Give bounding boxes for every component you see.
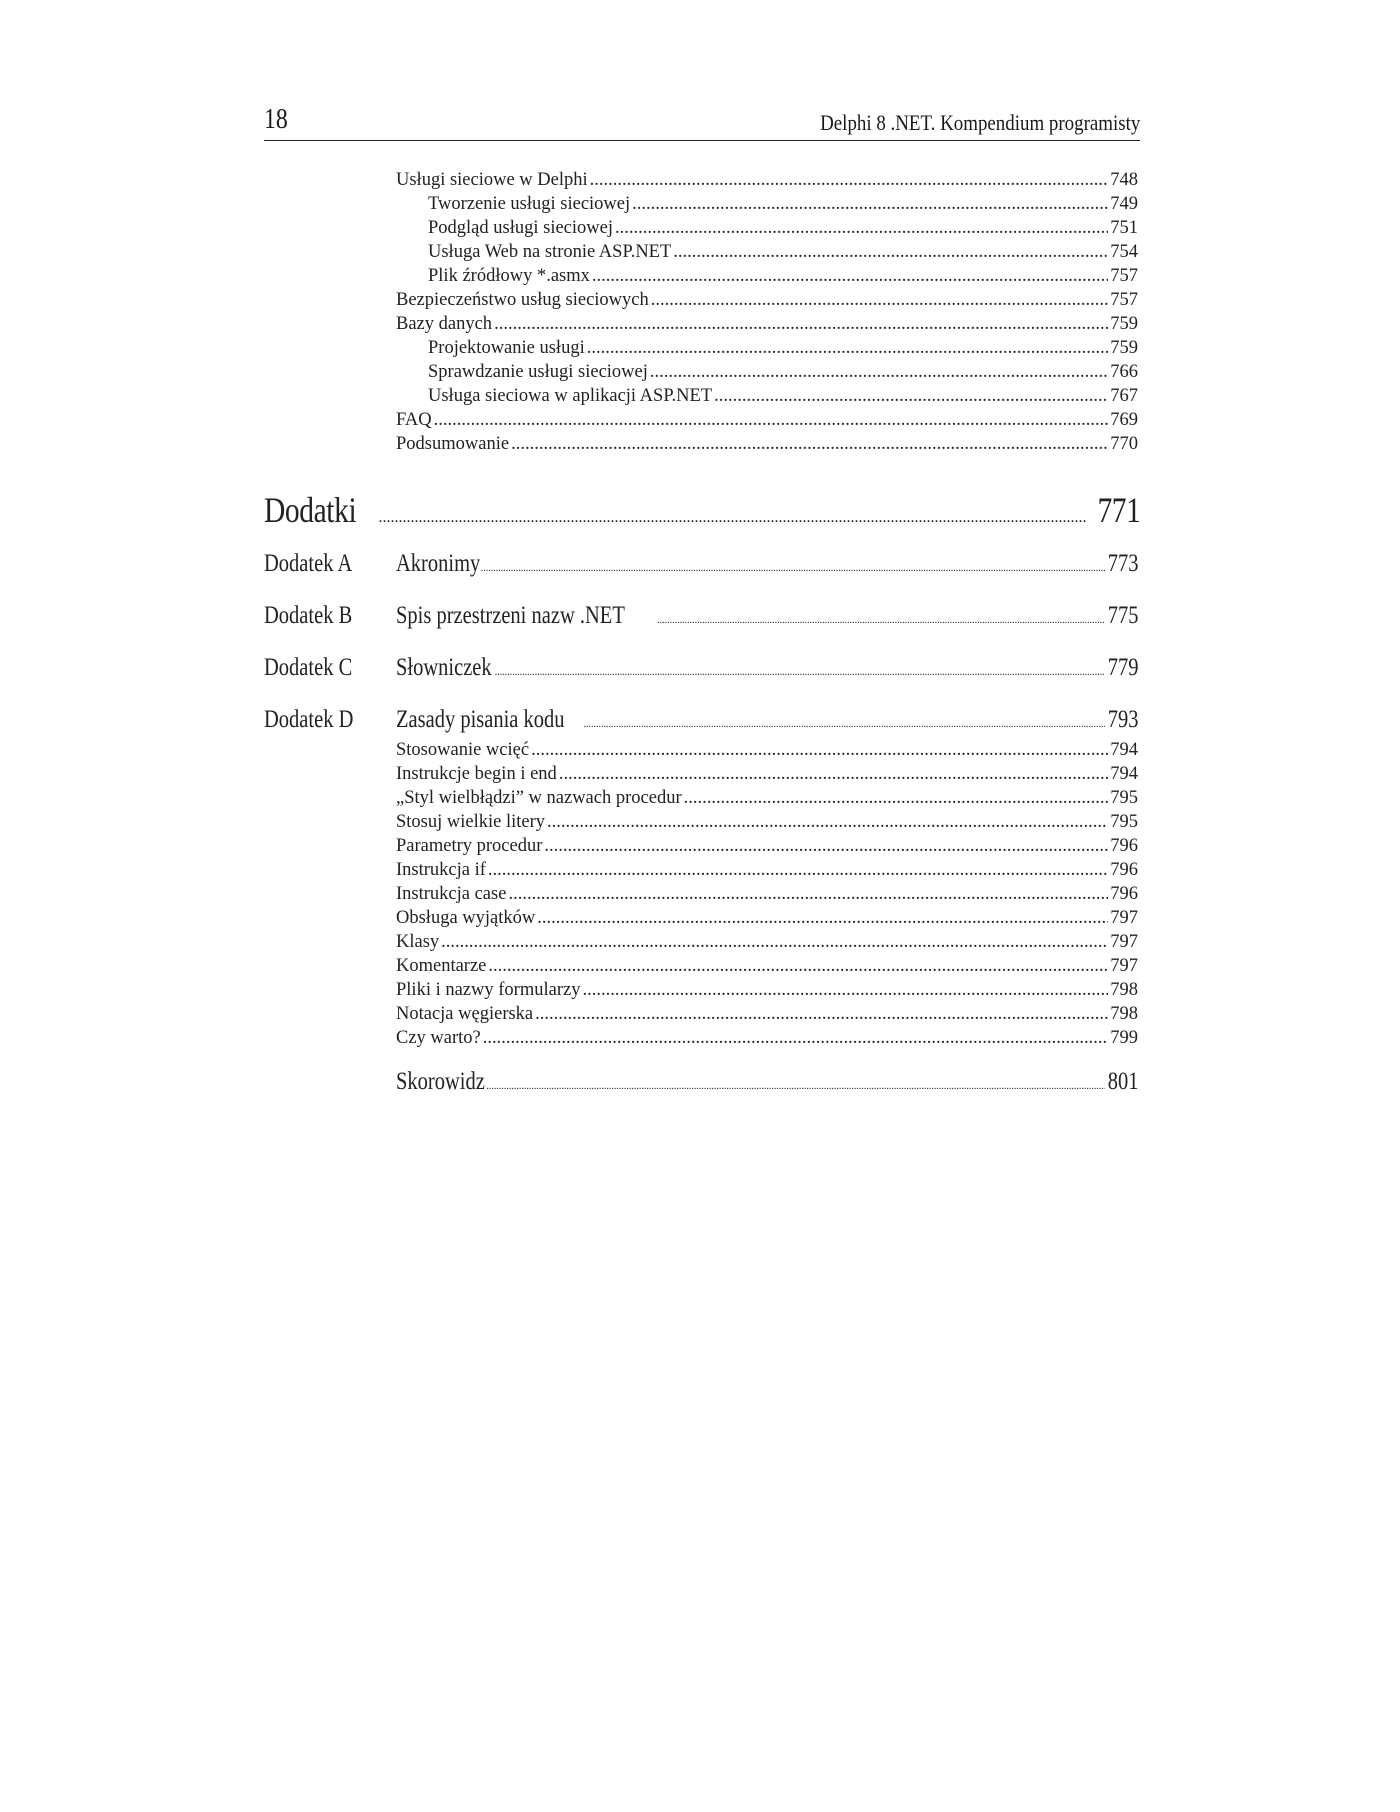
dot-leader bbox=[714, 384, 1108, 408]
entry-title: Podsumowanie bbox=[396, 434, 510, 454]
appendix-page: 773 bbox=[1107, 550, 1138, 577]
entry-title: Pliki i nazwy formularzy bbox=[396, 980, 581, 1000]
index-entry bbox=[396, 1067, 1138, 1102]
appendix-page: 793 bbox=[1107, 706, 1138, 733]
toc-entry bbox=[396, 810, 1138, 834]
dot-leader bbox=[615, 216, 1108, 240]
dot-leader bbox=[657, 601, 1104, 636]
part-title: Dodatki bbox=[264, 490, 357, 530]
appendix-title: Zasady pisania kodu bbox=[396, 706, 565, 733]
dot-leader bbox=[584, 705, 1105, 740]
toc-entry bbox=[396, 954, 1138, 978]
toc-entry bbox=[396, 762, 1138, 786]
dot-leader bbox=[673, 240, 1108, 264]
dot-leader bbox=[486, 1067, 1104, 1102]
dot-leader bbox=[544, 834, 1108, 858]
toc-entry bbox=[396, 786, 1138, 810]
toc-entry bbox=[396, 1026, 1138, 1050]
entry-page: 757 bbox=[1110, 290, 1138, 310]
dot-leader bbox=[495, 653, 1105, 688]
entry-page: 798 bbox=[1110, 980, 1138, 1000]
appendix-title: Akronimy bbox=[396, 550, 481, 577]
page-number: 18 bbox=[264, 103, 288, 135]
dot-leader bbox=[434, 408, 1109, 432]
toc-subentry bbox=[428, 264, 1138, 288]
entry-page: 751 bbox=[1110, 218, 1138, 238]
toc-entry bbox=[396, 858, 1138, 882]
toc-entry bbox=[396, 906, 1138, 930]
entry-page: 767 bbox=[1110, 386, 1138, 406]
entry-page: 794 bbox=[1110, 764, 1138, 784]
appendix-entry bbox=[396, 705, 1138, 740]
dot-leader bbox=[684, 786, 1109, 810]
dot-leader bbox=[531, 738, 1108, 762]
entry-page: 796 bbox=[1110, 884, 1138, 904]
dot-leader bbox=[494, 312, 1108, 336]
entry-title: Usługi sieciowe w Delphi bbox=[396, 170, 588, 190]
toc-entry bbox=[396, 312, 1138, 336]
index-page: 801 bbox=[1107, 1068, 1138, 1095]
book-title: Delphi 8 .NET. Kompendium programisty bbox=[819, 110, 1140, 135]
appendix-entry bbox=[396, 653, 1138, 688]
toc-entry bbox=[396, 978, 1138, 1002]
entry-title: Podgląd usługi sieciowej bbox=[428, 218, 613, 238]
entry-title: Klasy bbox=[396, 932, 440, 952]
entry-page: 796 bbox=[1110, 860, 1138, 880]
appendix-entry bbox=[396, 601, 1138, 636]
entry-title: FAQ bbox=[396, 410, 432, 430]
dot-leader bbox=[441, 930, 1108, 954]
appendix-label: Dodatek B bbox=[264, 602, 353, 629]
dot-leader bbox=[488, 954, 1108, 978]
toc-subentry bbox=[428, 336, 1138, 360]
entry-title: Obsługa wyjątków bbox=[396, 908, 536, 928]
entry-page: 799 bbox=[1110, 1028, 1138, 1048]
entry-title: Komentarze bbox=[396, 956, 487, 976]
entry-title: Stosuj wielkie litery bbox=[396, 812, 546, 832]
dot-leader bbox=[481, 549, 1105, 584]
dot-leader bbox=[378, 488, 1085, 540]
appendix-title: Spis przestrzeni nazw .NET bbox=[396, 602, 625, 629]
entry-page: 759 bbox=[1110, 314, 1138, 334]
toc-subentry bbox=[428, 240, 1138, 264]
entry-page: 797 bbox=[1110, 956, 1138, 976]
dot-leader bbox=[488, 858, 1108, 882]
toc-subentry bbox=[428, 384, 1138, 408]
toc-entry bbox=[396, 1002, 1138, 1026]
toc-entry bbox=[396, 882, 1138, 906]
entry-title: Instrukcja case bbox=[396, 884, 507, 904]
appendix-title: Słowniczek bbox=[396, 654, 492, 681]
entry-page: 754 bbox=[1110, 242, 1138, 262]
appendix-label: Dodatek C bbox=[264, 654, 353, 681]
dot-leader bbox=[511, 432, 1108, 456]
entry-page: 797 bbox=[1110, 908, 1138, 928]
entry-page: 795 bbox=[1110, 788, 1138, 808]
part-heading bbox=[264, 488, 1140, 540]
toc-entry bbox=[396, 738, 1138, 762]
entry-title: Notacja węgierska bbox=[396, 1004, 534, 1024]
appendix-entry bbox=[396, 549, 1138, 584]
dot-leader bbox=[651, 288, 1108, 312]
appendix-label: Dodatek D bbox=[264, 706, 354, 733]
dot-leader bbox=[587, 336, 1109, 360]
toc-entry bbox=[396, 168, 1138, 192]
part-page: 771 bbox=[1096, 490, 1140, 530]
running-header bbox=[264, 100, 1140, 141]
entry-title: Bezpieczeństwo usług sieciowych bbox=[396, 290, 649, 310]
dot-leader bbox=[508, 882, 1108, 906]
toc-subentry bbox=[428, 192, 1138, 216]
toc-entry bbox=[396, 432, 1138, 456]
entry-title: Instrukcja if bbox=[396, 860, 486, 880]
entry-title: Usługa sieciowa w aplikacji ASP.NET bbox=[428, 386, 713, 406]
appendix-page: 775 bbox=[1107, 602, 1138, 629]
toc-entry bbox=[396, 930, 1138, 954]
entry-title: Plik źródłowy *.asmx bbox=[428, 266, 590, 286]
dot-leader bbox=[547, 810, 1108, 834]
dot-leader bbox=[592, 264, 1108, 288]
entry-page: 766 bbox=[1110, 362, 1138, 382]
dot-leader bbox=[632, 192, 1108, 216]
entry-page: 749 bbox=[1110, 194, 1138, 214]
entry-page: 794 bbox=[1110, 740, 1138, 760]
dot-leader bbox=[582, 978, 1108, 1002]
dot-leader bbox=[483, 1026, 1108, 1050]
entry-title: Bazy danych bbox=[396, 314, 493, 334]
toc-entry bbox=[396, 408, 1138, 432]
entry-page: 770 bbox=[1110, 434, 1138, 454]
entry-title: Czy warto? bbox=[396, 1028, 481, 1048]
entry-page: 796 bbox=[1110, 836, 1138, 856]
dot-leader bbox=[559, 762, 1108, 786]
entry-title: Parametry procedur bbox=[396, 836, 543, 856]
entry-title: Stosowanie wcięć bbox=[396, 740, 530, 760]
entry-page: 769 bbox=[1110, 410, 1138, 430]
entry-page: 795 bbox=[1110, 812, 1138, 832]
entry-page: 759 bbox=[1110, 338, 1138, 358]
dot-leader bbox=[535, 1002, 1108, 1026]
entry-page: 797 bbox=[1110, 932, 1138, 952]
dot-leader bbox=[537, 906, 1108, 930]
entry-page: 757 bbox=[1110, 266, 1138, 286]
toc-entry bbox=[396, 834, 1138, 858]
appendix-label: Dodatek A bbox=[264, 550, 353, 577]
entry-title: Projektowanie usługi bbox=[428, 338, 585, 358]
entry-title: Tworzenie usługi sieciowej bbox=[428, 194, 631, 214]
entry-title: „Styl wielbłądzi” w nazwach procedur bbox=[396, 788, 682, 808]
toc-subentry bbox=[428, 216, 1138, 240]
entry-page: 748 bbox=[1110, 170, 1138, 190]
entry-page: 798 bbox=[1110, 1004, 1138, 1024]
toc-subentry bbox=[428, 360, 1138, 384]
entry-title: Instrukcje begin i end bbox=[396, 764, 557, 784]
index-title: Skorowidz bbox=[396, 1068, 485, 1095]
dot-leader bbox=[650, 360, 1108, 384]
entry-title: Usługa Web na stronie ASP.NET bbox=[428, 242, 672, 262]
toc-entry bbox=[396, 288, 1138, 312]
entry-title: Sprawdzanie usługi sieciowej bbox=[428, 362, 648, 382]
dot-leader bbox=[590, 168, 1109, 192]
appendix-page: 779 bbox=[1107, 654, 1138, 681]
